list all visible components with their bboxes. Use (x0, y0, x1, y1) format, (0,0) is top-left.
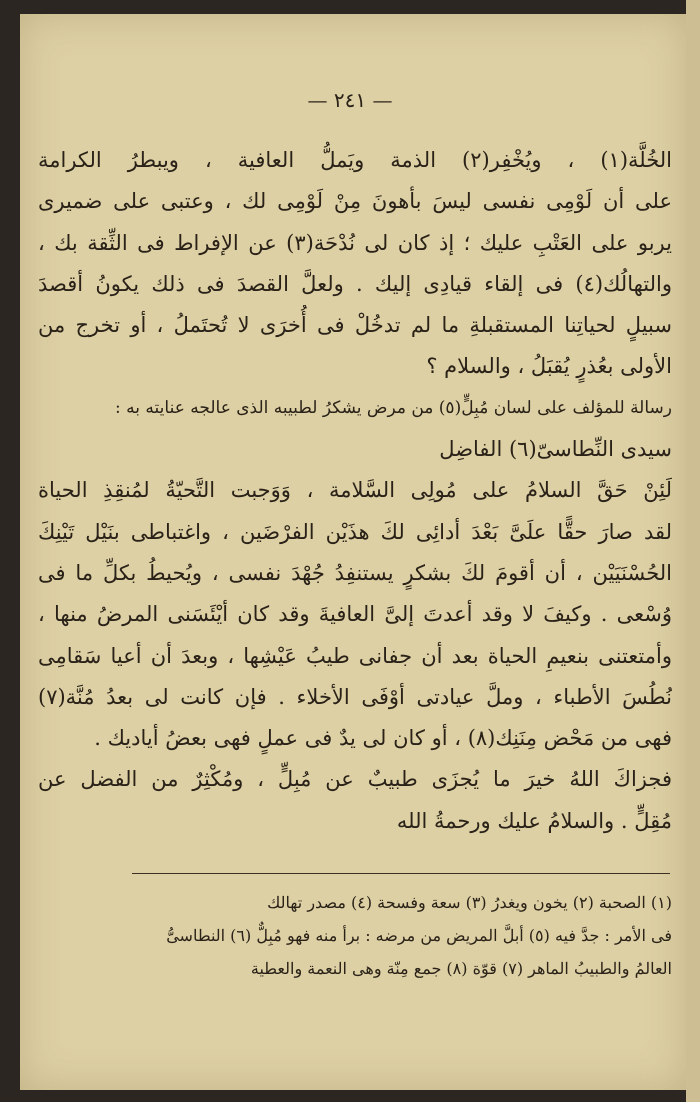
body-line: والتهالُك(٤) فى إلقاء قيادِى إليك . ولعلَّ القصدَ فى ذلك يكونُ أقصدَ (38, 271, 672, 296)
page-body (38, 140, 672, 842)
body-line: يربو على العَتْبِ عليك ؛ إذ كان لى نُدْحَة(٣) عن الإفراط فى الثِّقة بك ، (38, 230, 672, 255)
body-line: الخُلَّة(١) ، ويُخْفِر(٢) الذمة ويَملُّ العافية ، ويبطرُ الكرامة (38, 148, 672, 172)
footnote-divider (132, 873, 670, 874)
footnote-line: فى الأمر : جدَّ فيه (٥) أبلَّ المريض من مرضه : برأ منه فهو مُبِلٌّ (٦) النطاسىُّ (166, 926, 672, 945)
letter-title: سيدى النِّطاسىّ(٦) الفاضِل (439, 437, 672, 462)
body-line: على أن لَوْمِى نفسى ليسَ بأهونَ مِنْ لَوْمِى لك ، وعتبى على ضميرى (38, 189, 672, 214)
footnote-line: العالمُ والطبيبُ الماهر (٧) قوّة (٨) جمع مِنّة وهى النعمة والعطية (250, 959, 672, 978)
letter-line: نُطُسَ الأطباء ، وملَّ عيادتى أوْفَى الأخلاء . فإن كانت لى بعدُ مُنَّة(٧) (38, 684, 672, 709)
footnote-line: (١) الصحبة (٢) يخون ويغدرُ (٣) سعة وفسحة (٤) مصدر تهالك (267, 893, 672, 912)
letter-line: وُسْعى . وكيفَ لا وقد أعدتَ إلىَّ العافيةَ وقد كان أيْئَسَنى المرضُ منها ، (38, 602, 672, 627)
letter-line: لقد صارَ حقًّا علَىَّ بَعْدَ أدائِى لكَ هذَيْن الفرْضَين ، واغتباطى بنَيْل تَيْنِكَ (38, 519, 672, 544)
letter-caption: رسالة للمؤلف على لسان مُبِلٍّ(٥) من مرض يشكرُ لطبيبه الذى عالجه عنايته به : (115, 397, 672, 418)
letter-line: الحُسْنَيَيْن ، أن أقومَ لكَ بشكرٍ يستنفِدُ جُهْدَ نفسى ، ويُحيطُ بكلِّ ما فى (38, 560, 672, 585)
letter-line: وأمتعتنى بنعيمِ الحياة بعد أن جفانى طيبُ عَيْشِها ، وبعدَ أن أعيا سَقامِى (38, 643, 672, 668)
letter-line: فجزاكَ اللهُ خيرَ ما يُجزَى طبيبٌ عن مُبِلٍّ ، ومُكْثِرٌ من الفضل عن (38, 767, 672, 792)
footnotes (38, 886, 672, 985)
letter-line: مُقِلٍّ . والسلامُ عليك ورحمةُ الله (396, 808, 672, 833)
letter-line: فهى من مَحْض مِنَنِك(٨) ، أو كان لى يدٌ فى عملٍ فهى بعضُ أياديك . (94, 726, 672, 751)
body-line: الأولى بعُذرٍ يُقبَلُ ، والسلام ؟ (426, 354, 672, 379)
page-number: — ٢٤١ — (307, 88, 393, 112)
letter-line: لَئِنْ حَقَّ السلامُ على مُولِى السَّلامة ، وَوَجبت التَّحيّةُ لمُنقِذِ الحياة (38, 478, 672, 503)
page-edge (686, 0, 700, 1102)
body-line: سبيلٍ لحياتِنا المستقبلةِ ما لم تدخُلْ فى أُخرَى لا تُحتَملُ ، أو تخرج من (38, 313, 672, 338)
